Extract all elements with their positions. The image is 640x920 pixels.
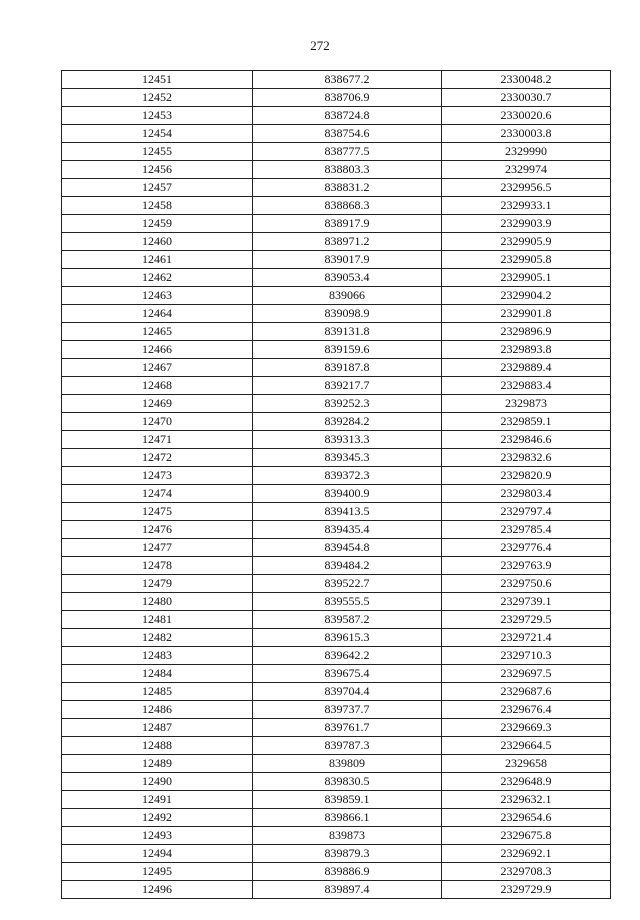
point-id-cell: 12482 <box>62 629 253 647</box>
point-id-cell: 12463 <box>62 287 253 305</box>
table-row <box>62 395 611 413</box>
x-coordinate-cell: 839313.3 <box>253 431 442 449</box>
point-id-cell: 12454 <box>62 125 253 143</box>
x-coordinate-cell: 839413.5 <box>253 503 442 521</box>
point-id-cell: 12478 <box>62 557 253 575</box>
x-coordinate-cell: 839886.9 <box>253 863 442 881</box>
table-row <box>62 305 611 323</box>
y-coordinate-cell: 2329893.8 <box>442 341 611 359</box>
point-id-cell: 12490 <box>62 773 253 791</box>
x-coordinate-cell: 839098.9 <box>253 305 442 323</box>
x-coordinate-cell: 838868.3 <box>253 197 442 215</box>
x-coordinate-cell: 839830.5 <box>253 773 442 791</box>
point-id-cell: 12473 <box>62 467 253 485</box>
y-coordinate-cell: 2329974 <box>442 161 611 179</box>
point-id-cell: 12492 <box>62 809 253 827</box>
table-row <box>62 881 611 899</box>
point-id-cell: 12484 <box>62 665 253 683</box>
x-coordinate-cell: 839761.7 <box>253 719 442 737</box>
table-row <box>62 791 611 809</box>
point-id-cell: 12475 <box>62 503 253 521</box>
x-coordinate-cell: 839704.4 <box>253 683 442 701</box>
point-id-cell: 12471 <box>62 431 253 449</box>
x-coordinate-cell: 838831.2 <box>253 179 442 197</box>
point-id-cell: 12489 <box>62 755 253 773</box>
point-id-cell: 12486 <box>62 701 253 719</box>
page-number: 272 <box>310 38 330 53</box>
point-id-cell: 12455 <box>62 143 253 161</box>
y-coordinate-cell: 2329846.6 <box>442 431 611 449</box>
y-coordinate-cell: 2329873 <box>442 395 611 413</box>
y-coordinate-cell: 2329669.3 <box>442 719 611 737</box>
y-coordinate-cell: 2329648.9 <box>442 773 611 791</box>
table-row <box>62 593 611 611</box>
point-id-cell: 12451 <box>62 71 253 89</box>
x-coordinate-cell: 839897.4 <box>253 881 442 899</box>
table-row <box>62 71 611 89</box>
y-coordinate-cell: 2329750.6 <box>442 575 611 593</box>
x-coordinate-cell: 838706.9 <box>253 89 442 107</box>
point-id-cell: 12477 <box>62 539 253 557</box>
table-row <box>62 359 611 377</box>
point-id-cell: 12491 <box>62 791 253 809</box>
x-coordinate-cell: 839522.7 <box>253 575 442 593</box>
y-coordinate-cell: 2329658 <box>442 755 611 773</box>
y-coordinate-cell: 2329905.8 <box>442 251 611 269</box>
y-coordinate-cell: 2329710.3 <box>442 647 611 665</box>
table-row <box>62 539 611 557</box>
table-row <box>62 377 611 395</box>
point-id-cell: 12479 <box>62 575 253 593</box>
point-id-cell: 12496 <box>62 881 253 899</box>
table-row <box>62 449 611 467</box>
y-coordinate-cell: 2329803.4 <box>442 485 611 503</box>
point-id-cell: 12453 <box>62 107 253 125</box>
table-row <box>62 719 611 737</box>
x-coordinate-cell: 839400.9 <box>253 485 442 503</box>
x-coordinate-cell: 839435.4 <box>253 521 442 539</box>
table-row <box>62 809 611 827</box>
table-row <box>62 737 611 755</box>
x-coordinate-cell: 838971.2 <box>253 233 442 251</box>
x-coordinate-cell: 839787.3 <box>253 737 442 755</box>
table-row <box>62 251 611 269</box>
table-row <box>62 773 611 791</box>
y-coordinate-cell: 2329933.1 <box>442 197 611 215</box>
y-coordinate-cell: 2329905.9 <box>442 233 611 251</box>
point-id-cell: 12493 <box>62 827 253 845</box>
y-coordinate-cell: 2329721.4 <box>442 629 611 647</box>
table-row <box>62 413 611 431</box>
table-row <box>62 467 611 485</box>
x-coordinate-cell: 839066 <box>253 287 442 305</box>
y-coordinate-cell: 2330048.2 <box>442 71 611 89</box>
table-row <box>62 215 611 233</box>
point-id-cell: 12467 <box>62 359 253 377</box>
y-coordinate-cell: 2329990 <box>442 143 611 161</box>
table-row <box>62 557 611 575</box>
y-coordinate-cell: 2329859.1 <box>442 413 611 431</box>
point-id-cell: 12461 <box>62 251 253 269</box>
point-id-cell: 12480 <box>62 593 253 611</box>
point-id-cell: 12487 <box>62 719 253 737</box>
point-id-cell: 12452 <box>62 89 253 107</box>
point-id-cell: 12494 <box>62 845 253 863</box>
y-coordinate-cell: 2329797.4 <box>442 503 611 521</box>
table-row <box>62 197 611 215</box>
table-row <box>62 233 611 251</box>
point-id-cell: 12466 <box>62 341 253 359</box>
point-id-cell: 12456 <box>62 161 253 179</box>
point-id-cell: 12470 <box>62 413 253 431</box>
x-coordinate-cell: 838677.2 <box>253 71 442 89</box>
table-row <box>62 503 611 521</box>
y-coordinate-cell: 2329739.1 <box>442 593 611 611</box>
y-coordinate-cell: 2329956.5 <box>442 179 611 197</box>
table-row <box>62 107 611 125</box>
x-coordinate-cell: 839345.3 <box>253 449 442 467</box>
y-coordinate-cell: 2329903.9 <box>442 215 611 233</box>
point-id-cell: 12468 <box>62 377 253 395</box>
point-id-cell: 12464 <box>62 305 253 323</box>
y-coordinate-cell: 2329763.9 <box>442 557 611 575</box>
x-coordinate-cell: 838754.6 <box>253 125 442 143</box>
point-id-cell: 12465 <box>62 323 253 341</box>
y-coordinate-cell: 2330003.8 <box>442 125 611 143</box>
table-row <box>62 845 611 863</box>
table-row <box>62 755 611 773</box>
x-coordinate-cell: 839454.8 <box>253 539 442 557</box>
y-coordinate-cell: 2329901.8 <box>442 305 611 323</box>
x-coordinate-cell: 839615.3 <box>253 629 442 647</box>
x-coordinate-cell: 839217.7 <box>253 377 442 395</box>
table-row <box>62 485 611 503</box>
x-coordinate-cell: 839866.1 <box>253 809 442 827</box>
x-coordinate-cell: 839159.6 <box>253 341 442 359</box>
x-coordinate-cell: 839053.4 <box>253 269 442 287</box>
x-coordinate-cell: 839587.2 <box>253 611 442 629</box>
y-coordinate-cell: 2329785.4 <box>442 521 611 539</box>
table-row <box>62 665 611 683</box>
point-id-cell: 12488 <box>62 737 253 755</box>
x-coordinate-cell: 839017.9 <box>253 251 442 269</box>
table-row <box>62 323 611 341</box>
y-coordinate-cell: 2329697.5 <box>442 665 611 683</box>
y-coordinate-cell: 2329675.8 <box>442 827 611 845</box>
y-coordinate-cell: 2329664.5 <box>442 737 611 755</box>
x-coordinate-cell: 839873 <box>253 827 442 845</box>
y-coordinate-cell: 2329632.1 <box>442 791 611 809</box>
table-row <box>62 179 611 197</box>
point-id-cell: 12474 <box>62 485 253 503</box>
table-row <box>62 683 611 701</box>
x-coordinate-cell: 839131.8 <box>253 323 442 341</box>
x-coordinate-cell: 839252.3 <box>253 395 442 413</box>
y-coordinate-cell: 2329708.3 <box>442 863 611 881</box>
table-row <box>62 629 611 647</box>
point-id-cell: 12462 <box>62 269 253 287</box>
table-row <box>62 125 611 143</box>
y-coordinate-cell: 2330030.7 <box>442 89 611 107</box>
table-row <box>62 143 611 161</box>
x-coordinate-cell: 838803.3 <box>253 161 442 179</box>
table-row <box>62 431 611 449</box>
x-coordinate-cell: 839284.2 <box>253 413 442 431</box>
y-coordinate-cell: 2329905.1 <box>442 269 611 287</box>
table-row <box>62 701 611 719</box>
point-id-cell: 12460 <box>62 233 253 251</box>
y-coordinate-cell: 2329692.1 <box>442 845 611 863</box>
x-coordinate-cell: 838777.5 <box>253 143 442 161</box>
x-coordinate-cell: 839737.7 <box>253 701 442 719</box>
x-coordinate-cell: 838724.8 <box>253 107 442 125</box>
x-coordinate-cell: 839642.2 <box>253 647 442 665</box>
point-id-cell: 12481 <box>62 611 253 629</box>
y-coordinate-cell: 2329904.2 <box>442 287 611 305</box>
y-coordinate-cell: 2330020.6 <box>442 107 611 125</box>
table-row <box>62 269 611 287</box>
y-coordinate-cell: 2329776.4 <box>442 539 611 557</box>
coordinates-table <box>61 70 611 899</box>
y-coordinate-cell: 2329889.4 <box>442 359 611 377</box>
x-coordinate-cell: 839859.1 <box>253 791 442 809</box>
table-row <box>62 575 611 593</box>
x-coordinate-cell: 839675.4 <box>253 665 442 683</box>
x-coordinate-cell: 839555.5 <box>253 593 442 611</box>
table-row <box>62 287 611 305</box>
table-row <box>62 827 611 845</box>
x-coordinate-cell: 838917.9 <box>253 215 442 233</box>
point-id-cell: 12485 <box>62 683 253 701</box>
x-coordinate-cell: 839372.3 <box>253 467 442 485</box>
x-coordinate-cell: 839484.2 <box>253 557 442 575</box>
x-coordinate-cell: 839809 <box>253 755 442 773</box>
y-coordinate-cell: 2329729.9 <box>442 881 611 899</box>
table-row <box>62 611 611 629</box>
table-row <box>62 863 611 881</box>
table-row <box>62 647 611 665</box>
point-id-cell: 12483 <box>62 647 253 665</box>
y-coordinate-cell: 2329687.6 <box>442 683 611 701</box>
point-id-cell: 12472 <box>62 449 253 467</box>
y-coordinate-cell: 2329883.4 <box>442 377 611 395</box>
y-coordinate-cell: 2329896.9 <box>442 323 611 341</box>
point-id-cell: 12458 <box>62 197 253 215</box>
x-coordinate-cell: 839879.3 <box>253 845 442 863</box>
y-coordinate-cell: 2329820.9 <box>442 467 611 485</box>
point-id-cell: 12495 <box>62 863 253 881</box>
table-row <box>62 89 611 107</box>
table-row <box>62 521 611 539</box>
point-id-cell: 12457 <box>62 179 253 197</box>
coordinates-table-body <box>62 71 611 899</box>
point-id-cell: 12469 <box>62 395 253 413</box>
y-coordinate-cell: 2329676.4 <box>442 701 611 719</box>
table-row <box>62 161 611 179</box>
y-coordinate-cell: 2329832.6 <box>442 449 611 467</box>
x-coordinate-cell: 839187.8 <box>253 359 442 377</box>
y-coordinate-cell: 2329654.6 <box>442 809 611 827</box>
table-row <box>62 341 611 359</box>
point-id-cell: 12459 <box>62 215 253 233</box>
y-coordinate-cell: 2329729.5 <box>442 611 611 629</box>
point-id-cell: 12476 <box>62 521 253 539</box>
